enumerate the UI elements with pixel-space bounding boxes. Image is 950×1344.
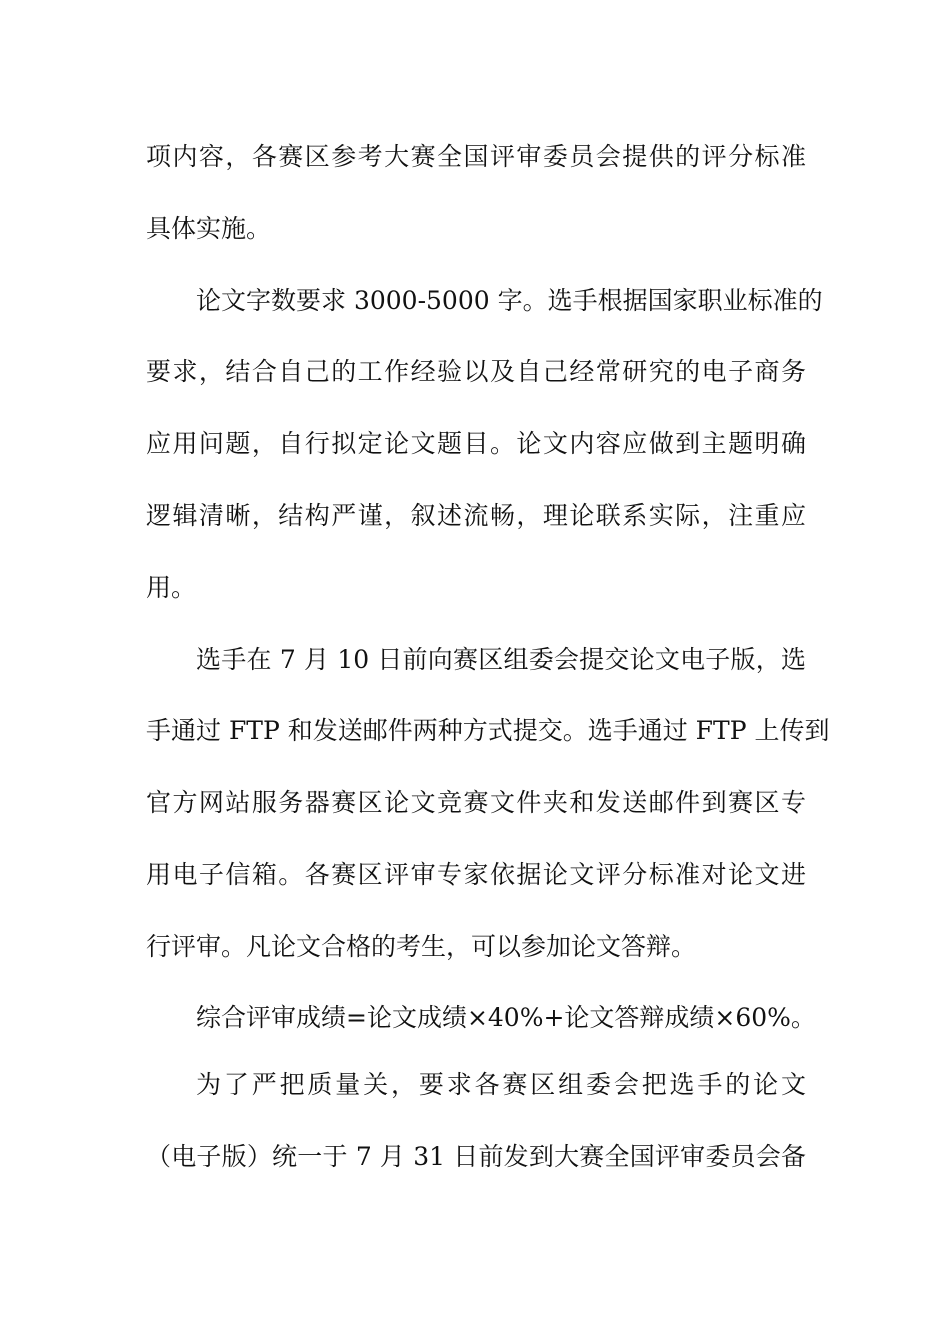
text-line-15: （电子版）统一于 7 月 31 日前发到大赛全国评审委员会备: [146, 1142, 806, 1171]
text-line-7: 用。: [146, 573, 197, 602]
text-line-12: 行评审。凡论文合格的考生，可以参加论文答辩。: [146, 932, 697, 961]
text-line-8: 选手在 7 月 10 日前向赛区组委会提交论文电子版，选: [196, 645, 806, 674]
text-line-14: 为了严把质量关，要求各赛区组委会把选手的论文: [196, 1070, 806, 1099]
text-line-5: 应用问题，自行拟定论文题目。论文内容应做到主题明确: [146, 429, 806, 458]
text-line-11: 用电子信箱。各赛区评审专家依据论文评分标准对论文进: [146, 860, 806, 889]
text-line-2: 具体实施。: [146, 214, 272, 243]
text-line-10: 官方网站服务器赛区论文竞赛文件夹和发送邮件到赛区专: [146, 788, 806, 817]
text-line-13: 综合评审成绩=论文成绩×40%+论文答辩成绩×60%。: [196, 1003, 816, 1032]
text-line-3: 论文字数要求 3000-5000 字。选手根据国家职业标准的: [196, 286, 823, 315]
text-line-9: 手通过 FTP 和发送邮件两种方式提交。选手通过 FTP 上传到: [146, 716, 830, 745]
text-line-6: 逻辑清晰，结构严谨，叙述流畅，理论联系实际，注重应: [146, 501, 806, 530]
text-line-4: 要求，结合自己的工作经验以及自己经常研究的电子商务: [146, 357, 806, 386]
text-line-1: 项内容，各赛区参考大赛全国评审委员会提供的评分标准: [146, 142, 806, 171]
